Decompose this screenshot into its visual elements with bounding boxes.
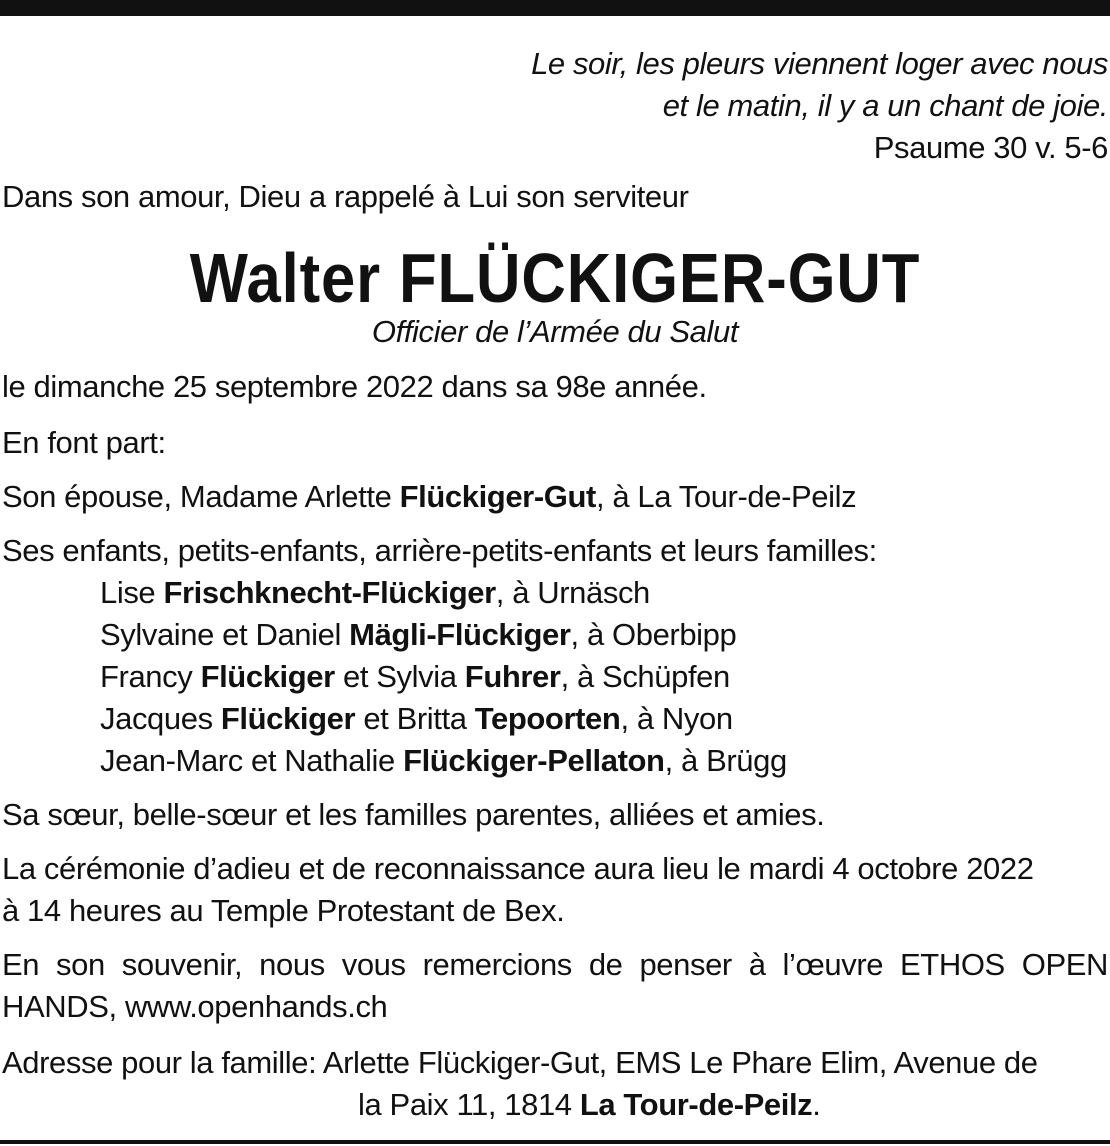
- list-item: Sylvaine et Daniel Mägli-Flückiger, à Oberbipp: [100, 617, 737, 652]
- ceremony-line-2: à 14 heures au Temple Protestant de Bex.: [2, 893, 565, 928]
- date-line: le dimanche 25 septembre 2022 dans sa 98e année.: [2, 369, 707, 404]
- donation-paragraph: En son souvenir, nous vous remercions de penser à l’œuvre ETHOS OPEN HANDS, www.openhands.ch: [2, 947, 1108, 1024]
- ceremony-line-1: La cérémonie d’adieu et de reconnaissance aura lieu le mardi 4 octobre 2022: [2, 851, 1034, 886]
- children-intro: Ses enfants, petits-enfants, arrière-petits-enfants et leurs familles:: [2, 533, 877, 568]
- bottom-border-rule: [0, 1140, 1110, 1144]
- list-item: Jacques Flückiger et Britta Tepoorten, à Nyon: [100, 701, 733, 736]
- address-line-1: Adresse pour la famille: Arlette Flückiger-Gut, EMS Le Phare Elim, Avenue de: [2, 1045, 1038, 1080]
- list-item: Francy Flückiger et Sylvia Fuhrer, à Schüpfen: [100, 659, 730, 694]
- intro-text: Dans son amour, Dieu a rappelé à Lui son serviteur: [2, 179, 689, 214]
- verse-reference: Psaume 30 v. 5-6: [873, 130, 1108, 165]
- verse-line-2: et le matin, il y a un chant de joie.: [662, 88, 1108, 123]
- sister-line: Sa sœur, belle-sœur et les familles parentes, alliées et amies.: [2, 797, 825, 832]
- verse-line-1: Le soir, les pleurs viennent loger avec nous: [531, 46, 1108, 81]
- deceased-name: Walter FLÜCKIGER-GUT: [189, 239, 921, 317]
- deceased-role: Officier de l’Armée du Salut: [371, 314, 739, 349]
- family-address: [2, 1042, 1108, 1126]
- list-item: Lise Frischknecht-Flückiger, à Urnäsch: [100, 575, 650, 610]
- psalm-verse: [531, 43, 1108, 169]
- children-list: [100, 572, 787, 782]
- announce-text: En font part:: [2, 425, 166, 460]
- top-border-rule: [0, 0, 1110, 16]
- address-line-2: la Paix 11, 1814 La Tour-de-Peilz.: [358, 1087, 821, 1122]
- list-item: Jean-Marc et Nathalie Flückiger-Pellaton, à Brügg: [100, 743, 787, 778]
- ceremony-paragraph: [2, 848, 1108, 932]
- spouse-line: Son épouse, Madame Arlette Flückiger-Gut, à La Tour-de-Peilz: [2, 479, 857, 514]
